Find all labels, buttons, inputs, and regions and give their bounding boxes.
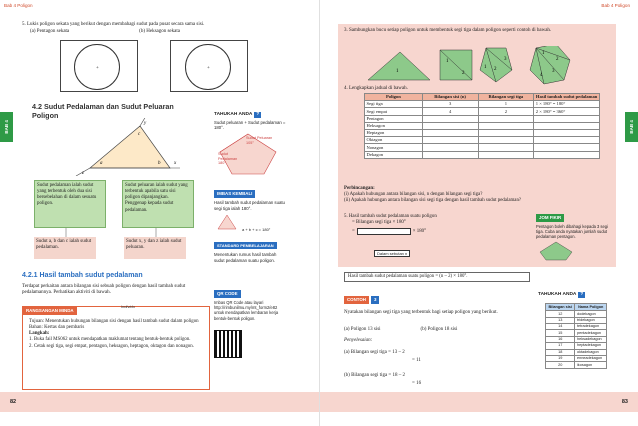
svg-text:3: 3 — [552, 69, 555, 74]
interior-label: Sudut Pedalaman 180° — [218, 152, 238, 166]
svg-text:1: 1 — [446, 59, 449, 64]
answer-blank[interactable] — [357, 228, 411, 235]
col-sisi: Bilangan sisi (n) — [422, 94, 478, 101]
example-3-header: CONTOH 3 — [344, 296, 379, 304]
table-cell: Pentagon — [365, 115, 423, 122]
col-segi-tiga: Bilangan segi tiga — [478, 94, 534, 101]
table-cell: tridekagon — [575, 317, 607, 323]
individual-tag: Individu — [121, 304, 135, 309]
table-cell: 13 — [546, 317, 575, 323]
exercise-5-right: 5. Hasil tambah sudut pedalaman suatu poligon = Bilangan segi tiga × 180° = × 180° — [344, 214, 437, 234]
table-row — [365, 151, 600, 158]
hexagon-frame — [170, 40, 248, 92]
table-cell[interactable] — [534, 144, 600, 151]
table-cell: heptadekagon — [575, 343, 607, 349]
svg-text:2: 2 — [494, 67, 497, 72]
table-row — [365, 129, 600, 136]
table-cell: dodekagon — [575, 311, 607, 317]
table-cell[interactable] — [534, 122, 600, 129]
chapter-tab-left: BAB 4 — [0, 112, 13, 142]
svg-text:1: 1 — [542, 51, 545, 56]
solution-b-2: = 16 — [412, 381, 422, 386]
qr-code-image[interactable] — [214, 330, 242, 358]
exercise-5a: (a) Pentagon sekata — [30, 29, 70, 35]
header-right: Bab 4 Poligon — [601, 3, 630, 8]
section-4-2-title: 4.2 Sudut Pedalaman dan Sudut Peluaran Poligon — [32, 102, 174, 120]
table-cell: 1 × 180° = 180° — [534, 101, 600, 108]
table-cell: ikosagon — [575, 362, 607, 368]
col-hasil-tambah: Hasil tambah sudut pedalaman — [534, 94, 600, 101]
activity-step-1: 1. Buka fail MS062 untuk mendapatkan maklumat tentang bentuk-bentuk poligon. — [29, 337, 191, 343]
table-cell[interactable] — [478, 137, 534, 144]
discussion: Perbincangan: (i) Apakah hubungan antara bilangan sisi, n dengan bilangan segi tiga? (ii) Apakah hubungan antara bilangan sisi segi tiga dengan hasil tambah sudut pedalaman? — [344, 186, 610, 204]
table-cell: oktadekagon — [575, 349, 607, 355]
table-cell: 19 — [546, 355, 575, 361]
section-4-2-1-title: 4.2.1 Hasil tambah sudut pedalaman — [22, 272, 143, 279]
imbas-formula: a + b + c = 180° — [242, 227, 271, 232]
table-cell: Dekagon — [365, 151, 423, 158]
standard-pembelajaran-box: STANDARD PEMBELAJARAN Menentukan rumus hasil tambah sudut pedalaman suatu poligon. — [214, 243, 277, 263]
connector-lines — [64, 228, 194, 238]
tahukah-anda-2-title: TAHUKAH ANDA ? — [538, 292, 584, 297]
solution-label: Penyelesaian: — [344, 338, 373, 343]
activity-purpose: Tujuan: Menentukan hubungan bilangan sisi dengan hasil tambah sudut dalam poligon — [29, 319, 199, 324]
footer-right — [320, 392, 638, 412]
interior-angle-definition: Sudut pedalaman ialah sudut yang terbentuk oleh dua sisi bersebelahan di dalam sesuatu poligon. — [34, 180, 106, 228]
example-3-parts: (a) Poligon 13 sisi (b) Poligon 18 sisi — [344, 327, 458, 332]
polygon-triangles-diagram — [360, 46, 610, 88]
table-cell[interactable] — [478, 144, 534, 151]
solution-b-1: (b) Bilangan segi tiga = 18 – 2 — [344, 373, 406, 378]
angle-y-label: y — [144, 121, 147, 126]
table-cell: Nonagon — [365, 144, 423, 151]
polygon-table — [364, 93, 600, 159]
exercise-4: 4. Lengkapkan jadual di bawah. — [344, 86, 408, 91]
formula-result: Hasil tambah sudut pedalaman suatu poligon = (n – 2) × 180°. — [344, 272, 530, 282]
table-cell: 18 — [546, 349, 575, 355]
example-3-text: Nyatakan bilangan segi tiga yang terbentuk bagi setiap poligon yang berikut. — [344, 310, 498, 315]
table-cell[interactable] — [422, 137, 478, 144]
table-cell[interactable] — [478, 122, 534, 129]
table-cell[interactable] — [478, 151, 534, 158]
pentagon-circle: + — [74, 44, 120, 90]
triangle-angles-diagram — [70, 118, 190, 176]
table-cell: pentadekagon — [575, 330, 607, 336]
table-cell: 17 — [546, 343, 575, 349]
activity-materials: Bahan: Kertas dan pembaris — [29, 325, 85, 331]
question-icon-2: ? — [580, 292, 584, 297]
angle-x-label: x — [174, 161, 177, 166]
table-cell[interactable] — [534, 129, 600, 136]
table-row — [365, 137, 600, 144]
list-item — [546, 362, 607, 368]
jom-fikir-box: JOM FIKIR Pentagon boleh dibahagi kepada 3 segi tiga. Cuba anda nyatakan jumlah sudut pedalaman pentagon. — [536, 214, 608, 265]
col-poligon: Poligon — [365, 94, 423, 101]
table-cell: 12 — [546, 311, 575, 317]
shape-num-1: 1 — [396, 69, 399, 74]
table-cell[interactable] — [422, 115, 478, 122]
exercise-5: 5. Lukis poligon sekata yang berikut dengan membahagi sudut pada pusat secara sama sisi. — [22, 22, 205, 27]
table-cell: Segi tiga — [365, 101, 423, 108]
exterior-angle-definition: Sudut peluaran ialah sudut yang terbentuk apabila satu sisi poligon dipanjangkan. Penggenap kepada sudut pedalaman. — [122, 180, 194, 228]
table-cell: Oktagon — [365, 137, 423, 144]
svg-text:2: 2 — [556, 57, 559, 62]
table-cell[interactable] — [534, 151, 600, 158]
exercise-3: 3. Sambungkan bucu setiap poligon untuk membentuk segi tiga dalam poligon seperti contoh di bawah. — [344, 28, 552, 33]
interior-note: Sudut a, b dan c ialah sudut pedalaman. — [34, 237, 96, 259]
imbas-kembali-box: IMBAS KEMBALI Hasil tambah sudut pedalaman suatu segi tiga ialah 180°. a + b + c = 180° — [214, 191, 285, 232]
solution-a-2: = 11 — [412, 358, 421, 363]
svg-text:1: 1 — [484, 65, 487, 70]
table-cell: 1 — [478, 101, 534, 108]
table-row — [365, 108, 600, 115]
tahukah-anda-box: TAHUKAH ANDA ? Sudut peluaran + Sudut pedalaman = 180°. — [214, 112, 286, 131]
table-row — [365, 122, 600, 129]
table-cell[interactable] — [422, 144, 478, 151]
page-number-left: 82 — [10, 398, 17, 405]
svg-text:3: 3 — [504, 57, 507, 62]
table-cell: enneadekagon — [575, 355, 607, 361]
page-number-right: 83 — [621, 398, 628, 405]
exercise-5b: (b) Heksagon sekata — [139, 29, 180, 35]
angle-c-label: c — [138, 132, 141, 137]
hexagon-circle: + — [185, 44, 231, 90]
activity-box: RANGSANGAN MINDA Individu Tujuan: Menentukan hubungan bilangan sisi dengan hasil tambah sudut dalam poligon Bahan: Kertas dan pembaris Langkah: 1. Buka fail MS062 untuk mendapatkan maklumat tentang bentuk-bentuk poligon. 2. Cetak segi tiga, segi empat, pentagon, heksagon, heptagon, oktagon dan nonagon. — [22, 306, 210, 390]
table-cell: 2 — [478, 108, 534, 115]
exterior-label-top: Sudut Peluaran 105° — [246, 136, 273, 145]
exterior-note: Sudut x, y dan z ialah sudut peluaran. — [124, 237, 186, 259]
activity-steps-label: Langkah: — [29, 331, 50, 337]
table-cell: Heksagon — [365, 122, 423, 129]
table-cell: 20 — [546, 362, 575, 368]
angle-a-label: a — [100, 161, 103, 166]
table-cell[interactable] — [422, 151, 478, 158]
table-cell[interactable] — [422, 122, 478, 129]
table-cell: Segi empat — [365, 108, 423, 115]
table-cell: 15 — [546, 330, 575, 336]
table-row — [365, 101, 600, 108]
table-cell: 16 — [546, 336, 575, 342]
polygon-names-table: Bilangan sisi Nama Poligon 12 dodekagon 13 tridekagon 14 tetradekagon 15 pentadekagon 16 heksadekagon 17 heptadekagon 18 oktadekagon 19 enneadekagon 20 ikosagon — [545, 303, 607, 369]
svg-text:2: 2 — [462, 71, 465, 76]
table-cell[interactable] — [422, 129, 478, 136]
table-cell: 2 × 180° = 360° — [534, 108, 600, 115]
activity-step-2: 2. Cetak segi tiga, segi empat, pentagon, heksagon, heptagon, oktagon dan nonagon. — [29, 343, 194, 349]
table-cell: 3 — [422, 101, 478, 108]
discussion-2: (ii) Apakah hubungan antara bilangan sisi segi tiga dengan hasil tambah sudut pedalaman? — [344, 198, 522, 204]
qr-code-box: QR CODE Imbas QR Code atau layari http://rimbunilmu.my/mt_form2/e82 untuk mendapatkan lembaran kerja bentuk-bentuk poligon. — [214, 291, 279, 321]
table-cell[interactable] — [534, 115, 600, 122]
angle-b-label: b — [158, 161, 161, 166]
pentagon-icon — [536, 240, 576, 262]
table-row — [365, 115, 600, 122]
table-cell: 4 — [422, 108, 478, 115]
solution-a-1: (a) Bilangan segi tiga = 13 – 2 — [344, 350, 405, 355]
hint-box: Dalam sebutan n — [374, 250, 410, 257]
chapter-tab-right: BAB 4 — [625, 112, 638, 142]
footer-left — [0, 392, 319, 412]
pentagon-frame — [60, 40, 138, 92]
table-cell[interactable] — [478, 129, 534, 136]
page-gutter — [319, 0, 320, 426]
table-cell: Heptagon — [365, 129, 423, 136]
question-icon: ? — [256, 112, 260, 117]
table-cell: heksadekagon — [575, 336, 607, 342]
intro-paragraph: Terdapat perkaitan antara bilangan sisi sebuah poligon dengan hasil tambah sudut pedalamannya. Perhatikan aktiviti di bawah. — [22, 284, 186, 296]
table-cell: 14 — [546, 323, 575, 329]
header-left: Bab 4 Poligon — [4, 3, 33, 8]
angle-z-label: z — [82, 171, 84, 176]
table-cell[interactable] — [534, 137, 600, 144]
discussion-1: (i) Apakah hubungan antara bilangan sisi, n dengan bilangan segi tiga? — [344, 192, 483, 198]
svg-text:4: 4 — [540, 73, 543, 78]
table-cell[interactable] — [478, 115, 534, 122]
table-row — [365, 144, 600, 151]
table-cell: tetradekagon — [575, 323, 607, 329]
